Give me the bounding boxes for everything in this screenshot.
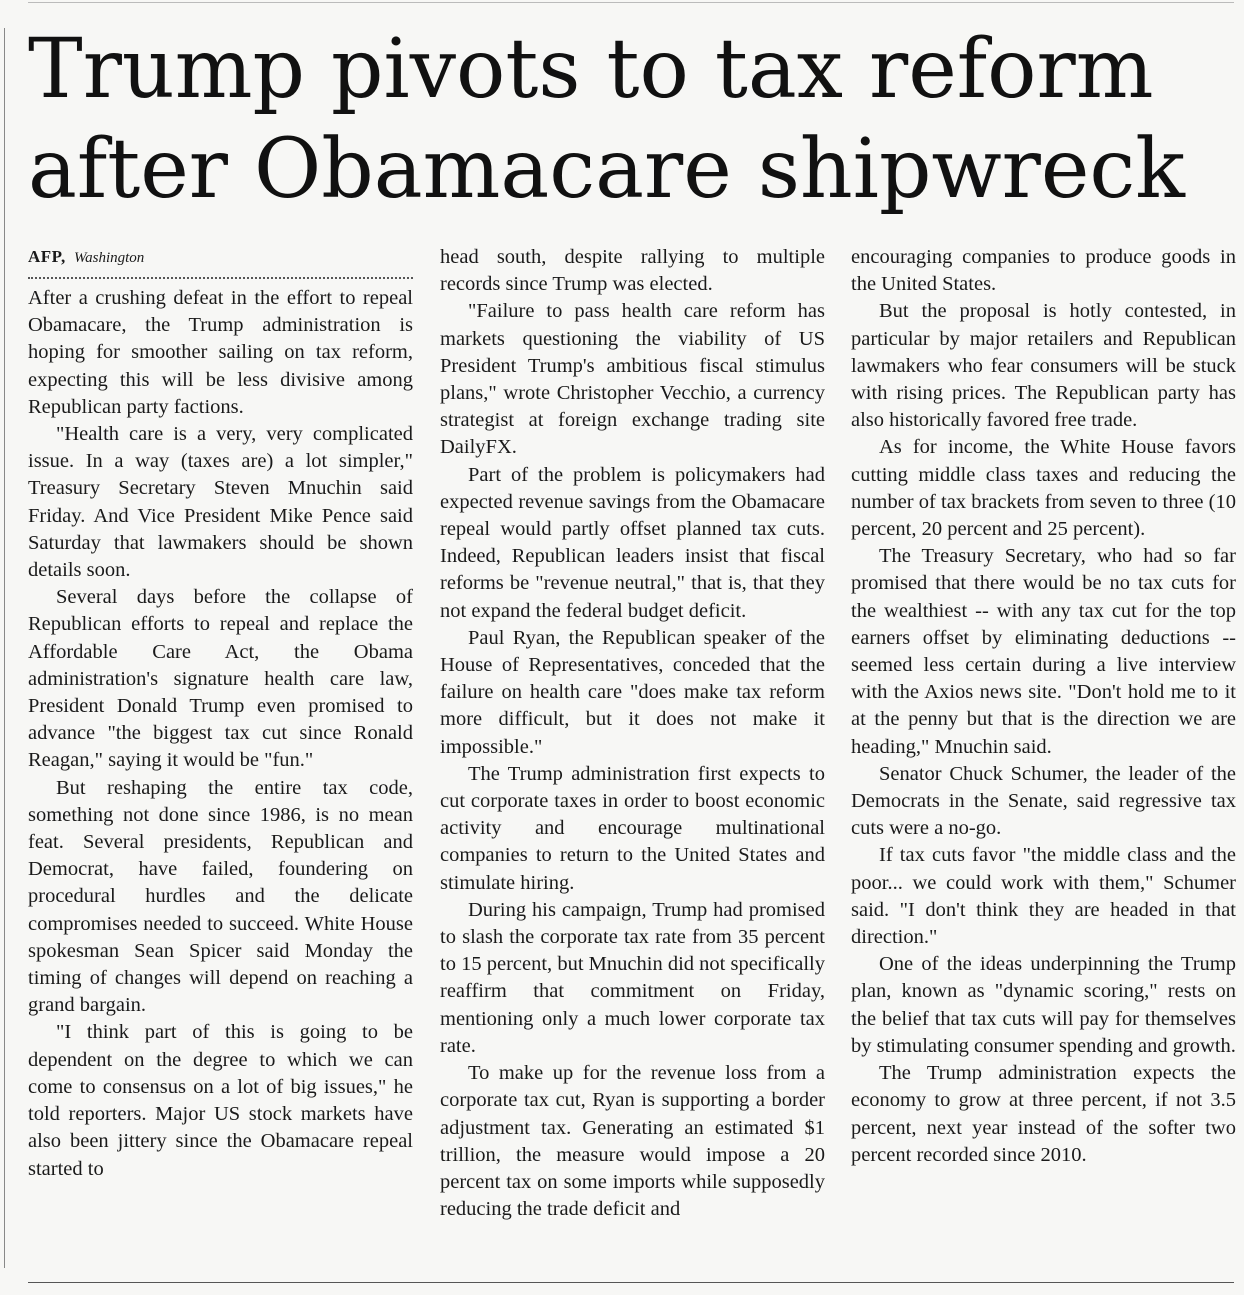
paragraph: Several days before the collapse of Republican efforts to repeal and replace the Affordable Care Act, the Obama administration's signature health care law, President Donald Trump even promised to advance "the biggest tax cut since Ronald Reagan," saying it would be "fun." xyxy=(28,586,413,772)
paragraph: As for income, the White House favors cutting middle class taxes and reducing the number of tax brackets from seven to three (10 percent, 20 percent and 25 percent). xyxy=(851,436,1236,541)
headline-line-1: Trump pivots to tax reform xyxy=(28,22,1154,117)
top-rule xyxy=(28,2,1234,3)
article-column-2 xyxy=(440,244,825,1223)
headline-line-2: after Obamacare shipwreck xyxy=(28,122,1185,217)
byline-agency: AFP, xyxy=(28,247,66,266)
paragraph: Part of the problem is policymakers had expected revenue savings from the Obamacare repeal would partly offset planned tax cuts. Indeed, Republican leaders insist that fiscal reforms be "revenue neutral," that is, that they not expand the federal budget deficit. xyxy=(440,463,825,622)
byline-place: Washington xyxy=(74,250,145,266)
paragraph: encouraging companies to produce goods in the United States. xyxy=(851,246,1236,296)
paragraph: The Treasury Secretary, who had so far promised that there would be no tax cuts for the wealthiest -- with any tax cut for the top earners offset by eliminating deductions -- seemed less certain during a live interview with the Axios news site. "Don't hold me to it at the penny but that is the direction we are heading," Mnuchin said. xyxy=(851,545,1236,758)
paragraph: One of the ideas underpinning the Trump plan, known as "dynamic scoring," rests on the belief that tax cuts will pay for themselves by stimulating consumer spending and growth. xyxy=(851,953,1236,1057)
paragraph: head south, despite rallying to multiple records since Trump was elected. xyxy=(440,246,825,296)
left-rule xyxy=(4,28,5,1268)
paragraph: Paul Ryan, the Republican speaker of the House of Representatives, conceded that the failure on health care "does make tax reform more difficult, but it does not make it impossible." xyxy=(440,626,825,758)
article-column-3 xyxy=(851,244,1236,1169)
article-column-1 xyxy=(28,244,413,1183)
bottom-rule xyxy=(28,1282,1234,1283)
paragraph: After a crushing defeat in the effort to repeal Obamacare, the Trump administration is hoping for smoother sailing on tax reform, expecting this will be less divisive among Republican party factions. xyxy=(28,287,413,418)
byline-divider xyxy=(28,277,413,279)
paragraph: The Trump administration expects the economy to grow at three percent, if not 3.5 percent, next year instead of the softer two percent recorded since 2010. xyxy=(851,1062,1236,1166)
paragraph: But the proposal is hotly contested, in particular by major retailers and Republican lawmakers who fear consumers will be stuck with rising prices. The Republican party has also historically favored free trade. xyxy=(851,300,1236,432)
paragraph: "Health care is a very, very complicated issue. In a way (taxes are) a lot simpler," Treasury Secretary Steven Mnuchin said Friday. And Vice President Mike Pence said Saturday that lawmakers should be shown details soon. xyxy=(28,423,413,582)
paragraph: The Trump administration first expects to cut corporate taxes in order to boost economic activity and encourage multinational companies to return to the United States and stimulate hiring. xyxy=(440,762,825,894)
paragraph: If tax cuts favor "the middle class and the poor... we could work with them," Schumer said. "I don't think they are headed in that direction." xyxy=(851,844,1236,949)
paragraph: But reshaping the entire tax code, something not done since 1986, is no mean feat. Several presidents, Republican and Democrat, have failed, foundering on procedural hurdles and the delicate compromises needed to succeed. White House spokesman Sean Spicer said Monday the timing of changes will depend on reaching a grand bargain. xyxy=(28,776,413,1017)
paragraph: "I think part of this is going to be dependent on the degree to which we can come to consensus on a lot of big issues," he told reporters. Major US stock markets have also been jittery since the Obamacare repeal started to xyxy=(28,1021,413,1180)
paragraph: "Failure to pass health care reform has markets questioning the viability of US President Trump's ambitious fiscal stimulus plans," wrote Christopher Vecchio, a currency strategist at foreign exchange trading site DailyFX. xyxy=(440,300,825,459)
paragraph: During his campaign, Trump had promised to slash the corporate tax rate from 35 percent to 15 percent, but Mnuchin did not specifically reaffirm that commitment on Friday, mentioning only a much lower corporate tax rate. xyxy=(440,898,825,1057)
paragraph: To make up for the revenue loss from a corporate tax cut, Ryan is supporting a border adjustment tax. Generating an estimated $1 trillion, the measure would impose a 20 percent tax on some imports while supposedly reducing the trade deficit and xyxy=(440,1062,825,1221)
byline xyxy=(28,244,413,271)
headline xyxy=(28,20,1228,220)
paragraph: Senator Chuck Schumer, the leader of the Democrats in the Senate, said regressive tax cuts were a no-go. xyxy=(851,762,1236,840)
